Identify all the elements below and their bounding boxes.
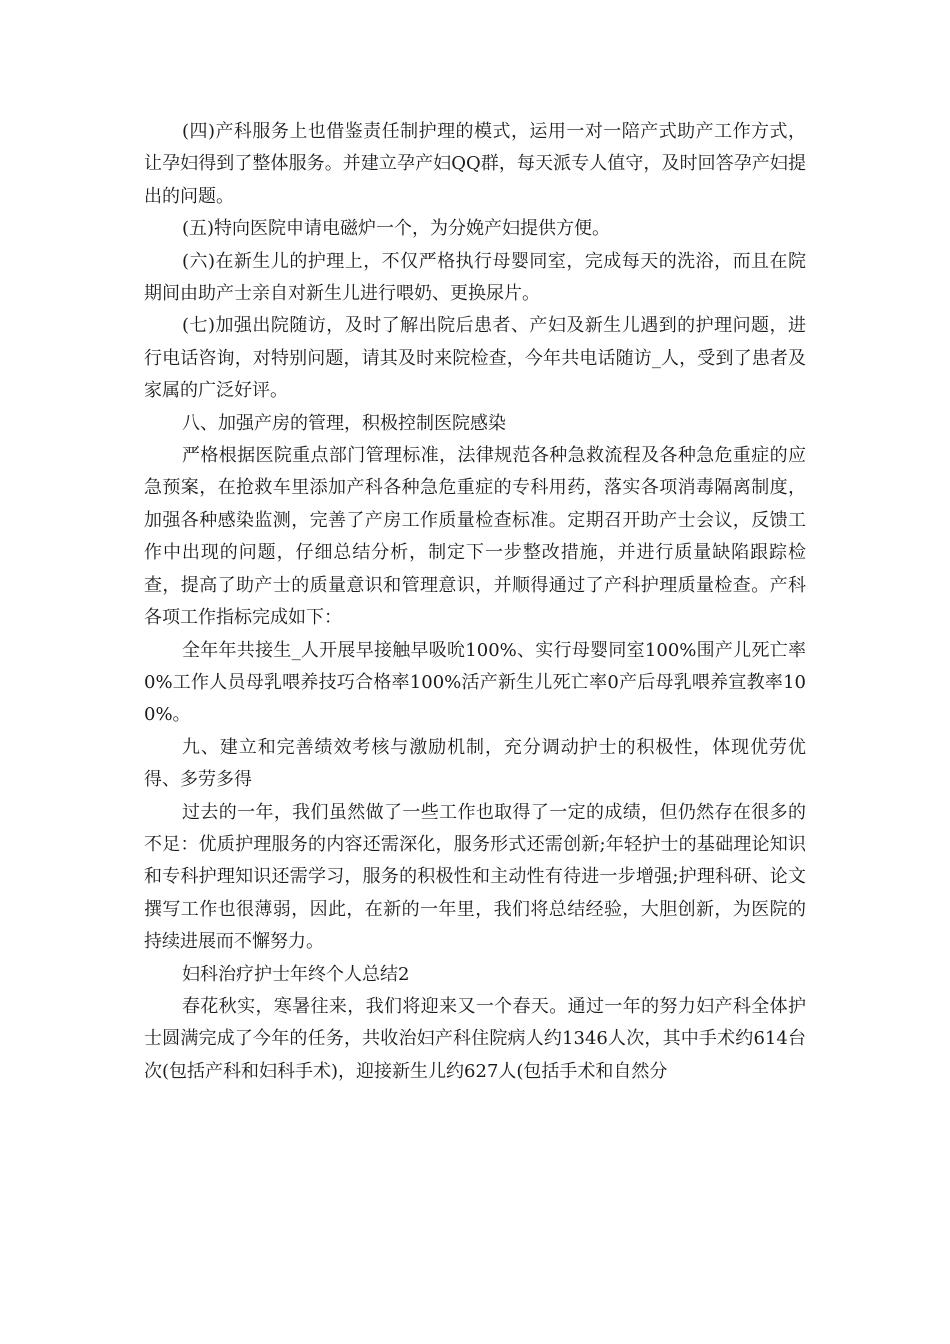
paragraph-indicators: 全年年共接生_人开展早接触早吸吮100%、实行母婴同室100%围产儿死亡率0%工作人员母乳喂养技巧合格率100%活产新生儿死亡率0产后母乳喂养宣教率100%。	[144, 639, 806, 726]
paragraph-infection-control: 严格根据医院重点部门管理标准，法律规范各种急救流程及各种急危重症的应急预案，在抢救车里添加产科各种急危重症的专科用药，落实各项消毒隔离制度，加强各种感染监测，完善了产房工作质量检查标准。定期召开助产士会议，反馈工作中出现的问题，仔细总结分析，制定下一步整改措施，并进行质量缺陷跟踪检查，提高了助产士的质量意识和管理意识，并顺得通过了产科护理质量检查。产科各项工作指标完成如下：	[144, 445, 806, 629]
paragraph-summary: 过去的一年，我们虽然做了一些工作也取得了一定的成绩，但仍然存在很多的不足：优质护理服务的内容还需深化，服务形式还需创新;年轻护士的基础理论知识和专科护理知识还需学习，服务的积极性和主动性有待进一步增强;护理科研、论文撰写工作也很薄弱，因此，在新的一年里，我们将总结经验，大胆创新，为医院的持续进展而不懈努力。	[144, 801, 806, 953]
section-heading-performance: 九、建立和完善绩效考核与激励机制，充分调动护士的积极性，体现优劳优得、多劳多得	[144, 736, 806, 791]
section-heading-delivery-room: 八、加强产房的管理，积极控制医院感染	[182, 412, 506, 434]
paragraph-service-model: (四)产科服务上也借鉴责任制护理的模式，运用一对一陪产式助产工作方式，让孕妇得到了整体服务。并建立孕产妇QQ群，每天派专人值守，及时回答孕产妇提出的问题。	[144, 121, 806, 207]
paragraph-spring: 春花秋实，寒暑往来，我们将迎来又一个春天。通过一年的努力妇产科全体护士圆满完成了今年的任务，共收治妇产科住院病人约1346人次，其中手术约614台次(包括产科和妇科手术)，迎接新生儿约627人(包括手术和自然分	[144, 995, 806, 1082]
document-body	[144, 116, 806, 1088]
paragraph-followup: (七)加强出院随访，及时了解出院后患者、产妇及新生儿遇到的护理问题，进行电话咨询，对特别问题，请其及时来院检查，今年共电话随访_人，受到了患者及家属的广泛好评。	[144, 315, 806, 402]
paragraph-newborn-care: (六)在新生儿的护理上，不仅严格执行母婴同室，完成每天的洗浴，而且在院期间由助产士亲自对新生儿进行喂奶、更换尿片。	[144, 250, 806, 305]
section-heading-summary-2: 妇科治疗护士年终个人总结2	[182, 963, 410, 985]
paragraph-induction-cooker: (五)特向医院申请电磁炉一个，为分娩产妇提供方便。	[182, 218, 611, 240]
